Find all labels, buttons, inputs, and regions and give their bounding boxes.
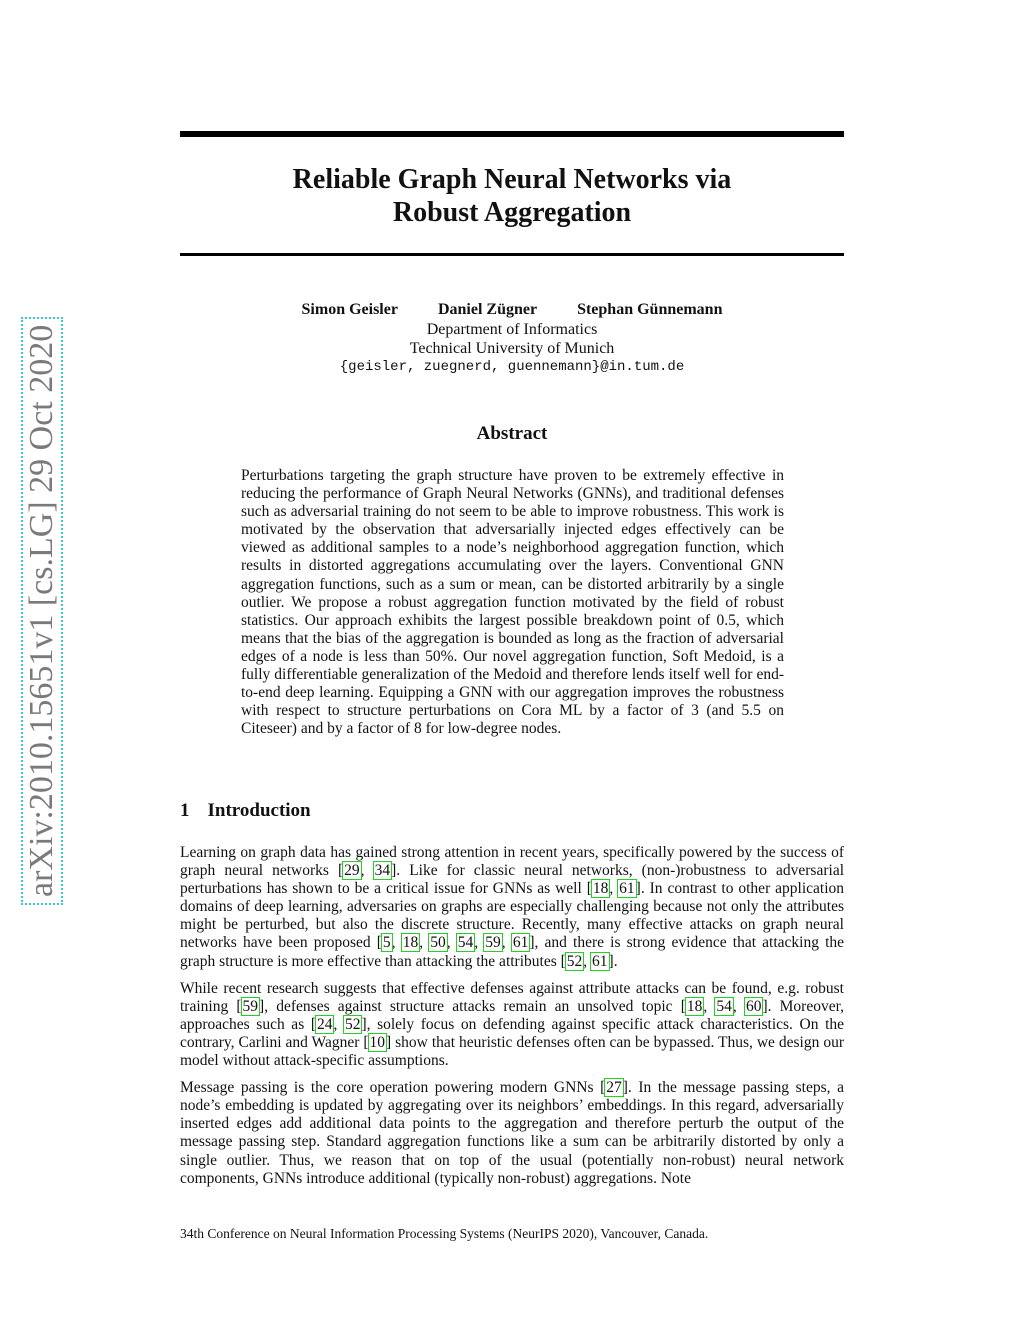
introduction-body (180, 844, 844, 1197)
citation-link[interactable]: 18 (402, 934, 419, 952)
department: Department of Informatics (426, 321, 598, 338)
paper-title-line-1: Reliable Graph Neural Networks via (292, 164, 732, 195)
section-number: 1 (180, 800, 190, 821)
citation-link[interactable]: 10 (369, 1033, 386, 1051)
citation-link[interactable]: 18 (686, 997, 703, 1015)
section-heading-introduction (180, 800, 311, 822)
abstract-heading: Abstract (476, 423, 548, 444)
citation-link[interactable]: 27 (606, 1079, 622, 1097)
title-rule-bottom (180, 253, 844, 256)
paper-title (180, 163, 844, 229)
citation-link[interactable]: 29 (344, 862, 360, 880)
citation-link[interactable]: 54 (457, 934, 474, 952)
citation-link[interactable]: 59 (485, 934, 501, 952)
university: Technical University of Munich (409, 340, 615, 357)
abstract-text: Perturbations targeting the graph structure have proven to be extremely effective in reducing the performance of Graph Neural Networks (GNNs), and traditional defenses such as adversarial training do not seem to be able to improve robustness. This work is motivated by the observation that adversarially injected edges effectively can be viewed as additional samples to a node’s neighborhood aggregation function, which results in distorted aggregations accumulating over the layers. Conventional GNN aggregation functions, such as a sum or mean, can be distorted arbitrarily by a single outlier. We propose a robust aggregation function motivated by the field of robust statistics. Our approach exhibits the largest possible breakdown point of 0.5, which means that the bias of the aggregation is bounded as long as the fraction of adversarial edges of a node is less than 50%. Our novel aggregation function, Soft Medoid, is a fully differentiable generalization of the Medoid and therefore lends itself well for end-to-end deep learning. Equipping a GNN with our aggregation improves the robustness with respect to structure perturbations on Cora ML by a factor of 3 (and 5.5 on Citeseer) and by a factor of 8 for low-degree nodes. (241, 467, 784, 738)
conference-footnote: 34th Conference on Neural Information Processing Systems (NeurIPS 2020), Vancouver, Canada. (180, 1226, 709, 1241)
citation-link[interactable]: 18 (592, 880, 609, 898)
citation-link[interactable]: 34 (374, 862, 391, 880)
citation-link[interactable]: 61 (592, 952, 608, 970)
arxiv-identifier-stamp: arXiv:2010.15651v1 [cs.LG] 29 Oct 2020 (21, 317, 63, 905)
citation-link[interactable]: 59 (242, 997, 259, 1015)
citation-link[interactable]: 61 (619, 880, 635, 898)
author-name: Stephan Günnemann (577, 301, 723, 318)
paragraph: Learning on graph data has gained strong attention in recent years, specifically powered by the success of graph neural networks [29, 34]. Like for classic neural networks, (non-)robustness to adversarial perturbations has shown to be a critical issue for GNNs as well [18, 61]. In contrast to other application domains of deep learning, adversaries on graphs are especially challenging because not only the attributes might be perturbed, but also the discrete structure. Recently, many effective attacks on graph neural networks have been proposed [5, 18, 50, 54, 59, 61], and there is strong evidence that attacking the graph structure is more effective than attacking the attributes [52, 61]. (180, 844, 845, 970)
citation-link[interactable]: 54 (716, 997, 732, 1015)
author-emails: {geisler, zuegnerd, guennemann}@in.tum.de (339, 359, 685, 375)
citation-link[interactable]: 50 (430, 934, 446, 952)
section-title: Introduction (207, 800, 311, 821)
citation-link[interactable]: 61 (512, 934, 529, 952)
author-name: Daniel Zügner (437, 301, 538, 318)
paper-title-line-2: Robust Aggregation (392, 197, 632, 228)
author-name: Simon Geisler (301, 301, 398, 318)
citation-link[interactable]: 52 (344, 1015, 361, 1033)
title-rule-top (180, 131, 844, 137)
citation-link[interactable]: 24 (316, 1015, 333, 1033)
paragraph: Message passing is the core operation powering modern GNNs [27]. In the message passing steps, a node’s embedding is updated by aggregating over its neighbors’ embeddings. In this regard, adversarially inserted edges add additional data points to the aggregation and therefore perturb the output of the message passing step. Standard aggregation functions like a sum can be arbitrarily distorted by only a single outlier. Thus, we reason that on top of the usual (potentially non-robust) neural network components, GNNs introduce additional (typically non-robust) aggregations. Note (180, 1079, 844, 1187)
citation-link[interactable]: 60 (745, 997, 762, 1015)
paragraph: While recent research suggests that effective defenses against attribute attacks can be found, e.g. robust training [59], defenses against structure attacks remain an unsolved topic [18, 54, 60]. Moreover, approaches such as [24, 52], solely focus on defending against specific attack characteristics. On the contrary, Carlini and Wagner [10] show that heuristic defenses often can be bypassed. Thus, we design our model without attack-specific assumptions. (180, 979, 845, 1070)
affiliation-block (180, 320, 844, 377)
author-list (180, 300, 844, 320)
citation-link[interactable]: 52 (566, 952, 583, 970)
citation-link[interactable]: 5 (382, 934, 391, 952)
